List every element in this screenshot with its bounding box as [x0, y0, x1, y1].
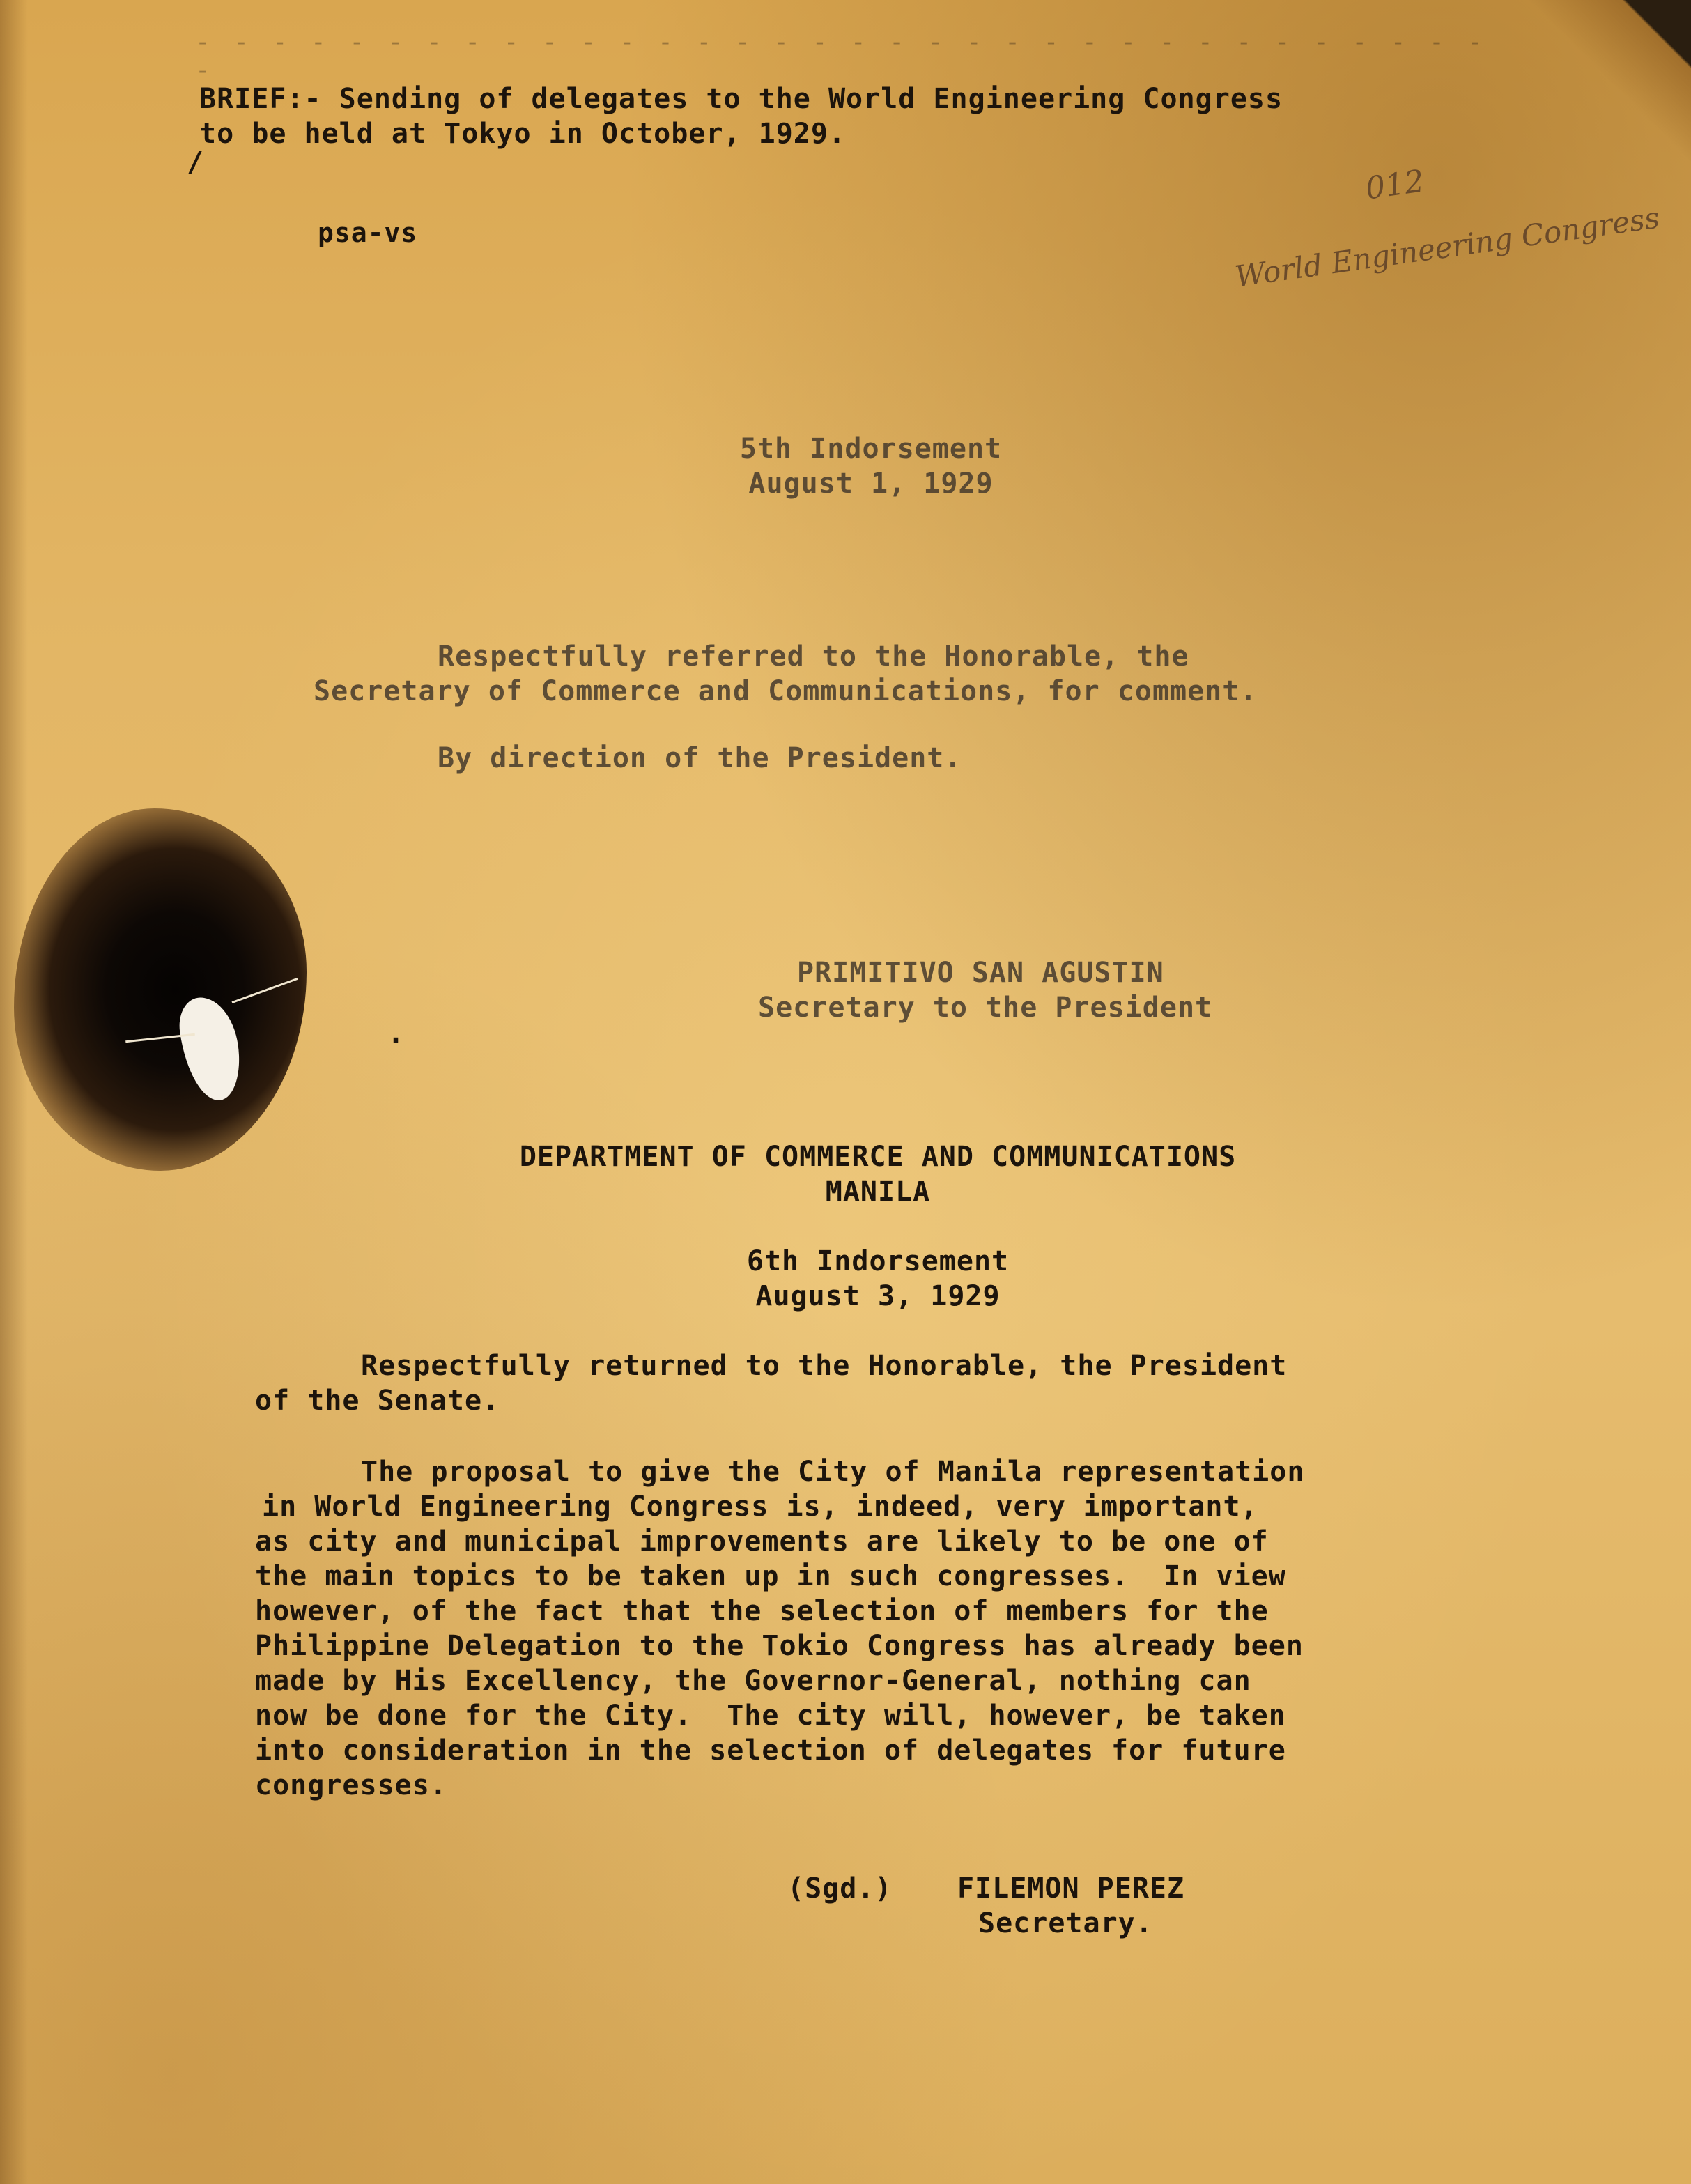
sixth-indorsement-para2-line: congresses.: [255, 1769, 447, 1801]
sixth-indorsement-para2-line: now be done for the City. The city will, however, be taken: [255, 1700, 1286, 1732]
sixth-indorsement-para2-line: in World Engineering Congress is, indeed, very important,: [262, 1491, 1258, 1523]
sixth-indorsement-para1-line-1: Respectfully returned to the Honorable, the President: [361, 1350, 1288, 1382]
fifth-indorsement-signatory-title: Secretary to the President: [758, 992, 1213, 1024]
handwritten-file-code: 012: [1363, 163, 1427, 207]
sixth-indorsement-date: August 3, 1929: [755, 1280, 1001, 1312]
margin-period-mark: .: [387, 1017, 405, 1049]
sixth-indorsement-para2-line: however, of the fact that the selection of members for the: [255, 1595, 1269, 1627]
fifth-indorsement-signatory-name: PRIMITIVO SAN AGUSTIN: [797, 957, 1164, 989]
sixth-indorsement-para2-line: as city and municipal improvements are likely to be one of: [255, 1525, 1269, 1558]
sixth-indorsement-title: 6th Indorsement: [746, 1245, 1010, 1277]
sixth-indorsement-para2-line: into consideration in the selection of delegates for future: [255, 1735, 1286, 1767]
sixth-indorsement-signatory-title: Secretary.: [978, 1907, 1153, 1939]
fifth-indorsement-direction: By direction of the President.: [438, 742, 962, 774]
department-name: DEPARTMENT OF COMMERCE AND COMMUNICATIONS: [519, 1141, 1237, 1173]
fifth-indorsement-body-line-1: Respectfully referred to the Honorable, the: [438, 640, 1189, 672]
sixth-indorsement-para2-line: Philippine Delegation to the Tokio Congress has already been: [255, 1630, 1304, 1662]
handwritten-subject-note: World Engineering Congress: [1233, 200, 1662, 294]
reference-initials: psa-vs: [318, 217, 418, 248]
bleed-through-text: - - - - - - - - - - - - - - - - - - - - - - - - - - - - - - - - - - -: [195, 28, 1488, 85]
sixth-indorsement-para2-line: the main topics to be taken up in such congresses. In view: [255, 1560, 1286, 1592]
sixth-indorsement-signatory-name: FILEMON PEREZ: [957, 1872, 1185, 1905]
sixth-indorsement-para2-line: The proposal to give the City of Manila representation: [361, 1456, 1305, 1488]
margin-tick-mark: /: [187, 146, 204, 178]
page-edge-shadow: [0, 0, 28, 2184]
signature-prefix: (Sgd.): [787, 1872, 893, 1905]
fifth-indorsement-title: 5th Indorsement: [739, 433, 1003, 465]
fifth-indorsement-date: August 1, 1929: [748, 468, 994, 500]
sixth-indorsement-para1-line-2: of the Senate.: [255, 1385, 500, 1417]
sixth-indorsement-para2-line: made by His Excellency, the Governor-General, nothing can: [255, 1665, 1251, 1697]
department-city: MANILA: [825, 1176, 931, 1208]
brief-line-1: BRIEF:- Sending of delegates to the World Engineering Congress: [199, 83, 1283, 115]
fifth-indorsement-body-line-2: Secretary of Commerce and Communications, for comment.: [314, 675, 1258, 707]
folded-corner: [1510, 0, 1691, 181]
brief-line-2: to be held at Tokyo in October, 1929.: [199, 118, 847, 150]
